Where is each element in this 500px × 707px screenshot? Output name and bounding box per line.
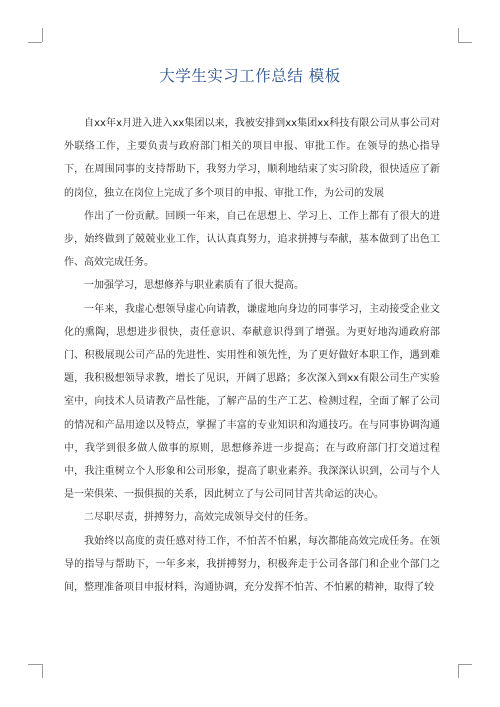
- crop-mark-bottom-left: [42, 664, 43, 678]
- paragraph: 我始终以高度的责任感对待工作，不怕苦不怕累，每次都能高效完成任务。在领导的指导与帮助下，一年多来，我拼搏努力，积极奔走于公司各部门和企业个部门之间，整理准备项目申报材料，沟通协调，充分发挥不怕苦、不怕累的精神，取得了较: [64, 535, 440, 594]
- paragraph: 自xx年x月进入进入xx集团以来，我被安排到xx集团xx科技有限公司从事公司对外联络工作，主要负责与政府部门相关的项目申报、审批工作。在领导的热心指导下，在周围同事的支持帮助下，我努力学习，顺利地结束了实习阶段，很快适应了新的岗位，独立在岗位上完成了多个项目的申报、审批工作，为公司的发展: [64, 118, 440, 199]
- document-body: [64, 112, 440, 599]
- section-heading: 二尽职尽责，拼搏努力，高效完成领导交付的任务。: [84, 512, 314, 524]
- crop-mark-top-left: [42, 28, 43, 42]
- crop-mark-bottom-left: [28, 664, 42, 665]
- document-title: 大学生实习工作总结 模板: [159, 67, 341, 85]
- crop-mark-top-right: [458, 28, 459, 42]
- crop-mark-bottom-right: [458, 664, 459, 678]
- paragraph: 作出了一份贡献。回顾一年来，自己在思想上、学习上、工作上都有了很大的进步，始终做到了兢兢业业工作，认认真真努力，追求拼搏与奉献，基本做到了出色工作、高效完成任务。: [64, 210, 440, 269]
- crop-mark-bottom-right: [458, 664, 472, 665]
- crop-mark-top-left: [28, 42, 42, 43]
- paragraph: 一年来，我虚心想领导虚心向请教，谦虚地向身边的同事学习，主动接受企业文化的熏陶，思想进步很快，责任意识、奉献意识得到了增强。为更好地沟通政府部门、积极展现公司产品的先进性、实用性和领先性，为了更好做好本职工作，遇到难题，我积极想领导求教，增长了见识，开阔了思路；多次深入到xx有限公司生产实验室中，向技术人员请教产品性能，了解产品的生产工艺、检测过程，全面了解了公司的情况和产品用途以及特点，掌握了丰富的专业知识和沟通技巧。在与同事协调沟通中，我学到很多做人做事的原则，思想修养进一步提高；在与政府部门打交道过程中，我注重树立个人形象和公司形象，提高了职业素养。我深深认识到，公司与个人是一荣俱荣、一损俱损的关系，因此树立了与公司同甘苦共命运的决心。: [64, 303, 440, 501]
- section-heading: 一加强学习，思想修养与职业素质有了很大提高。: [84, 280, 304, 292]
- crop-mark-top-right: [458, 42, 472, 43]
